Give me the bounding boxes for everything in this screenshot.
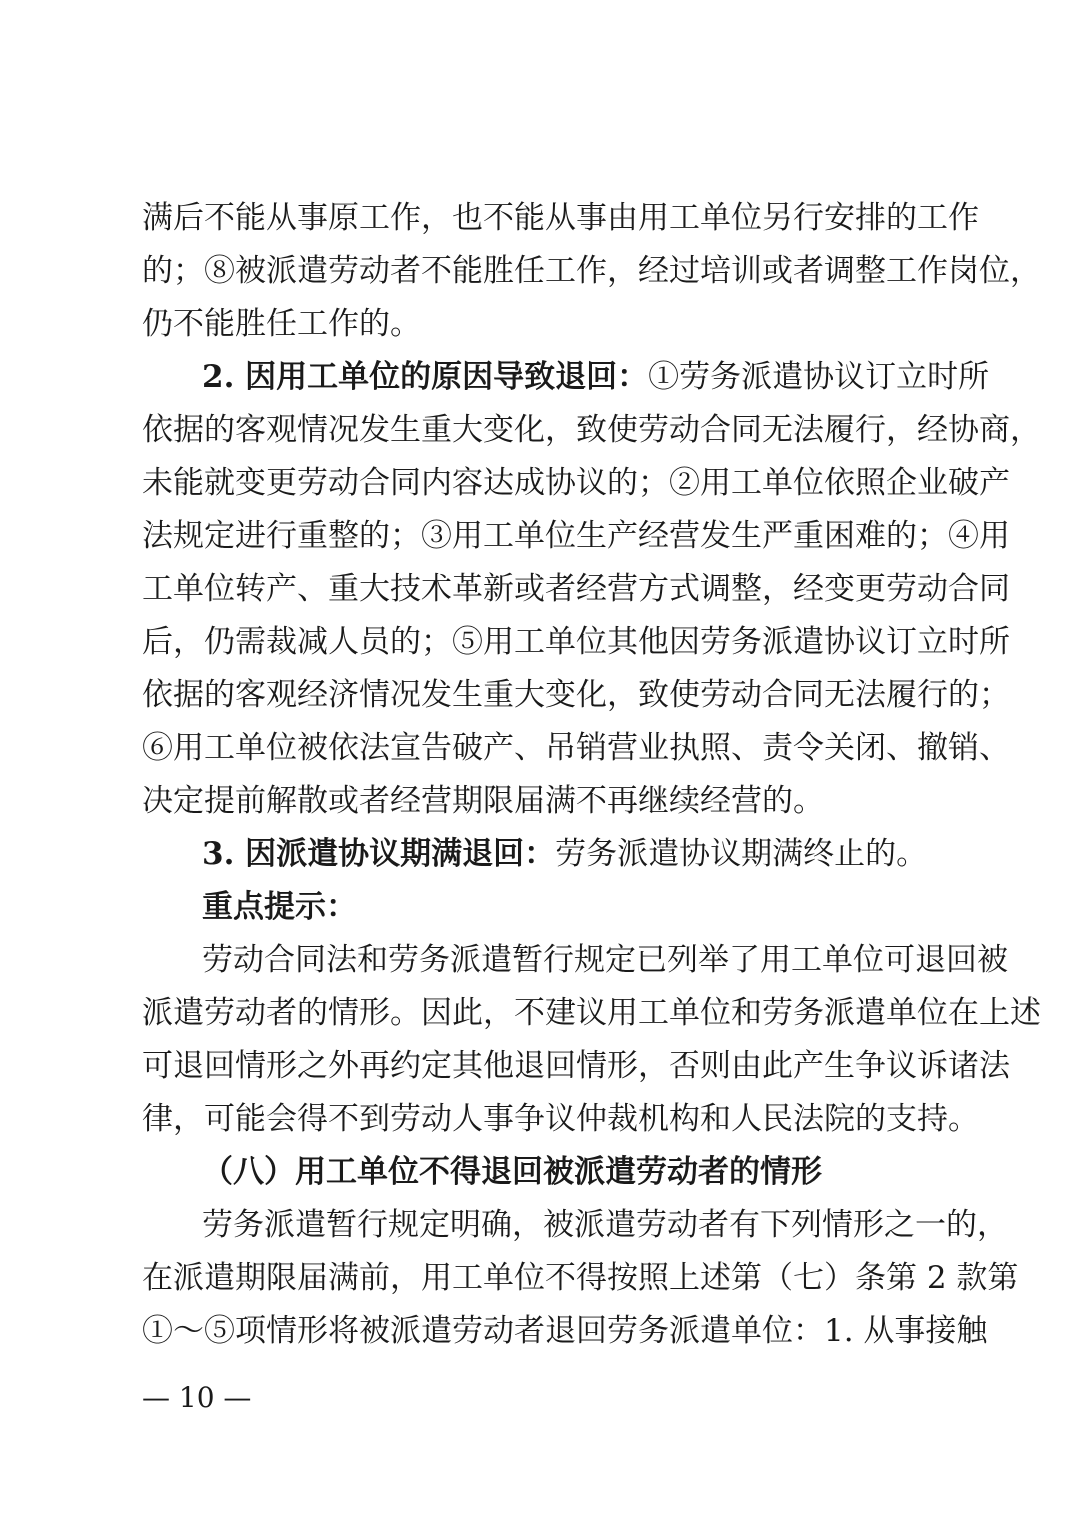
key-tip-heading-line [142, 881, 942, 934]
section-heading: 2. 因用工单位的原因导致退回： [202, 359, 649, 395]
body-line: ⑥用工单位被依法宣告破产、吊销营业执照、责令关闭、撤销、 [142, 730, 1010, 766]
page-number: — 10 — [142, 1381, 252, 1414]
body-line: 劳务派遣暂行规定明确，被派遣劳动者有下列情形之一的， [202, 1207, 1008, 1243]
section-heading: （八）用工单位不得退回被派遣劳动者的情形 [202, 1154, 822, 1190]
section-3-heading-line: 3. 因派遣协议期满退回：劳务派遣协议期满终止的。 [202, 836, 928, 872]
body-line: 决定提前解散或者经营期限届满不再继续经营的。 [142, 783, 824, 819]
body-line: 仍不能胜任工作的。 [142, 306, 421, 342]
body-line: 工单位转产、重大技术革新或者经营方式调整，经变更劳动合同 [142, 571, 1010, 607]
key-tip-heading: 重点提示： [202, 889, 357, 925]
document-body [142, 192, 1041, 1358]
section-2-heading-line: 2. 因用工单位的原因导致退回：①劳务派遣协议订立时所 [202, 359, 990, 395]
body-line: 在派遣期限届满前，用工单位不得按照上述第（七）条第 2 款第 [142, 1260, 1019, 1296]
body-line: 依据的客观经济情况发生重大变化，致使劳动合同无法履行的； [142, 677, 1010, 713]
section-8-heading-line [142, 1146, 942, 1199]
body-line: 未能就变更劳动合同内容达成协议的；②用工单位依照企业破产 [142, 465, 1010, 501]
section-heading: 3. 因派遣协议期满退回： [202, 836, 556, 872]
body-line: ①～⑤项情形将被派遣劳动者退回劳务派遣单位：1. 从事接触 [142, 1313, 988, 1349]
body-line: 满后不能从事原工作，也不能从事由用工单位另行安排的工作 [142, 200, 979, 236]
body-line: 的；⑧被派遣劳动者不能胜任工作，经过培训或者调整工作岗位， [142, 253, 1041, 289]
body-line: 派遣劳动者的情形。因此，不建议用工单位和劳务派遣单位在上述 [142, 995, 1041, 1031]
body-line: 法规定进行重整的；③用工单位生产经营发生严重困难的；④用 [142, 518, 1010, 554]
body-line: 依据的客观情况发生重大变化，致使劳动合同无法履行，经协商， [142, 412, 1041, 448]
body-line: 劳动合同法和劳务派遣暂行规定已列举了用工单位可退回被 [202, 942, 1008, 978]
body-line: 可退回情形之外再约定其他退回情形，否则由此产生争议诉诸法 [142, 1048, 1010, 1084]
body-line: 后，仍需裁减人员的；⑤用工单位其他因劳务派遣协议订立时所 [142, 624, 1010, 660]
body-line: 律，可能会得不到劳动人事争议仲裁机构和人民法院的支持。 [142, 1101, 979, 1137]
